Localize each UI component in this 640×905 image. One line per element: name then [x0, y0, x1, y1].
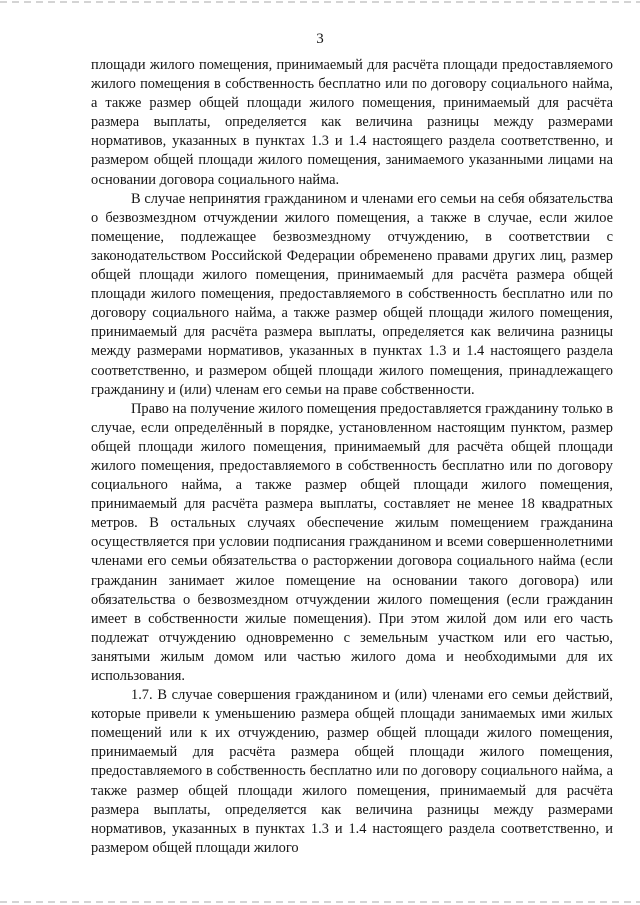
paragraph-continuation: площади жилого помещения, принимаемый для расчёта площади предоставляемого жилого помещения в собственность бесплатно или по договору социального найма, а также размер общей площади жилого помещения, принимаемый для расчёта размера выплаты, определяется как величина разницы между размерами нормативов, указанных в пунктах 1.3 и 1.4 настоящего раздела соответственно, и размером общей площади жилого помещения, занимаемого указанными лицами на основании договора социального найма. — [91, 57, 613, 188]
scan-edge-bottom — [0, 901, 640, 903]
paragraph-refusal-case: В случае непринятия гражданином и членами его семьи на себя обязательства о безвозмездном отчуждении жилого помещения, а также в случае, если жилое помещение, подлежащее безвозмездному отчуждению, в соответствии с законодательством Российской Федерации обременено правами других лиц, размер общей площади жилого помещения, принимаемый для расчёта размера общей площади жилого помещения, предоставляемого в собственность бесплатно или по договору социального найма, а также размер общей площади жилого помещения, принимаемый для расчёта размера выплаты, определяется как величина разницы между размерами нормативов, указанных в пунктах 1.3 и 1.4 настоящего раздела соответственно, и размером общей площади жилого помещения, принадлежащего гражданину и (или) членам его семьи на праве собственности. — [91, 190, 613, 398]
paragraph-right-to-housing: Право на получение жилого помещения предоставляется гражданину только в случае, если определённый в порядке, установленном настоящим пунктом, размер общей площади жилого помещения, принимаемый для расчёта общей площади жилого помещения, предоставляемого в собственность бесплатно или по договору социального найма, а также размер общей площади жилого помещения, принимаемый для расчёта размера выплаты, составляет не менее 18 квадратных метров. В остальных случаях обеспечение жилым помещением гражданина осуществляется при условии подписания гражданином и всеми совершеннолетними членами его семьи обязательства о расторжении договора социального найма (если гражданин занимает жилое помещение на основании такого договора) или обязательства о безвозмездном отчуждении жилого помещения (если гражданин имеет в собственности жилые помещения). При этом жилой дом или его часть подлежат отчуждению одновременно с земельным участком или его частью, занятыми жилым домом или частью жилого дома и необходимыми для их использования. — [91, 400, 613, 684]
paragraph-section-1-7: 1.7. В случае совершения гражданином и (или) членами его семьи действий, которые привели к уменьшению размера общей площади занимаемых ими жилых помещений или к их отчуждению, размер общей площади жилого помещения, принимаемый для расчёта размера общей площади жилого помещения, предоставляемого в собственность бесплатно или по договору социального найма, а также размер общей площади жилого помещения, принимаемый для расчёта размера выплаты, определяется как величина разницы между размерами нормативов, указанных в пунктах 1.3 и 1.4 настоящего раздела соответственно, и размером общей площади жилого — [91, 687, 613, 856]
document-body — [91, 56, 613, 858]
scan-edge-top — [0, 1, 640, 3]
page-number: 3 — [316, 31, 324, 47]
